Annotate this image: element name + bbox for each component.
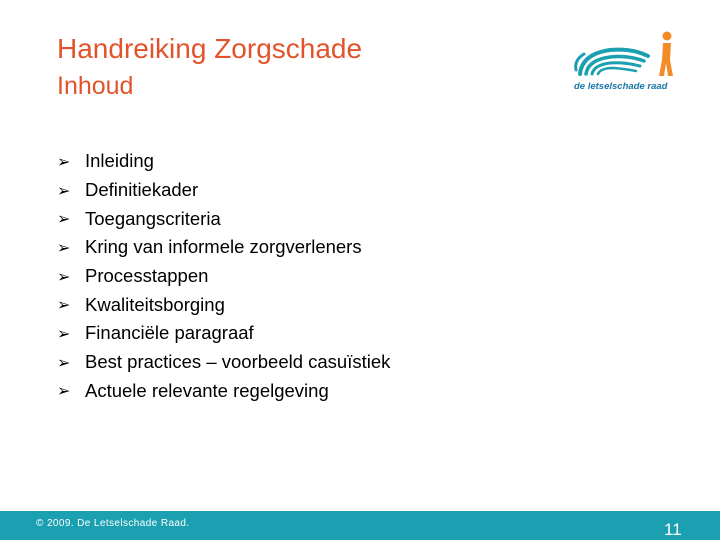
list-item <box>57 147 390 176</box>
arrow-bullet-icon: ➢ <box>57 266 71 286</box>
arrow-bullet-icon: ➢ <box>57 237 71 257</box>
list-item <box>57 176 390 205</box>
footer-bar <box>0 511 720 540</box>
list-item-text: Best practices – voorbeeld casuïstiek <box>85 351 391 373</box>
logo-arcs-icon <box>570 30 682 82</box>
arrow-bullet-icon: ➢ <box>57 180 71 200</box>
letselschade-raad-logo <box>570 30 682 96</box>
list-item-text: Kwaliteitsborging <box>85 293 225 315</box>
list-item <box>57 348 390 377</box>
list-item-text: Toegangscriteria <box>85 207 221 229</box>
list-item <box>57 233 390 262</box>
arrow-bullet-icon: ➢ <box>57 151 71 171</box>
list-item <box>57 290 390 319</box>
list-item-text: Kring van informele zorgverleners <box>85 236 362 258</box>
arrow-bullet-icon: ➢ <box>57 295 71 315</box>
arrow-bullet-icon: ➢ <box>57 381 71 401</box>
contents-list <box>57 147 390 405</box>
list-item-text: Actuele relevante regelgeving <box>85 379 329 401</box>
list-item-text: Definitiekader <box>85 179 199 201</box>
copyright-text: © 2009. De Letselschade Raad. <box>36 518 190 529</box>
list-item-text: Financiële paragraaf <box>85 322 254 344</box>
list-item-text: Inleiding <box>85 150 154 172</box>
logo-text: de letselschade raad <box>574 81 668 92</box>
list-item <box>57 377 390 406</box>
arrow-bullet-icon: ➢ <box>57 352 71 372</box>
slide-title: Handreiking Zorgschade <box>57 33 363 64</box>
page-number: 11 <box>664 520 682 539</box>
list-item <box>57 262 390 291</box>
arrow-bullet-icon: ➢ <box>57 209 71 229</box>
list-item-text: Processtappen <box>85 265 209 287</box>
list-item <box>57 204 390 233</box>
list-item <box>57 319 390 348</box>
arrow-bullet-icon: ➢ <box>57 323 71 343</box>
slide-subtitle: Inhoud <box>57 72 134 100</box>
